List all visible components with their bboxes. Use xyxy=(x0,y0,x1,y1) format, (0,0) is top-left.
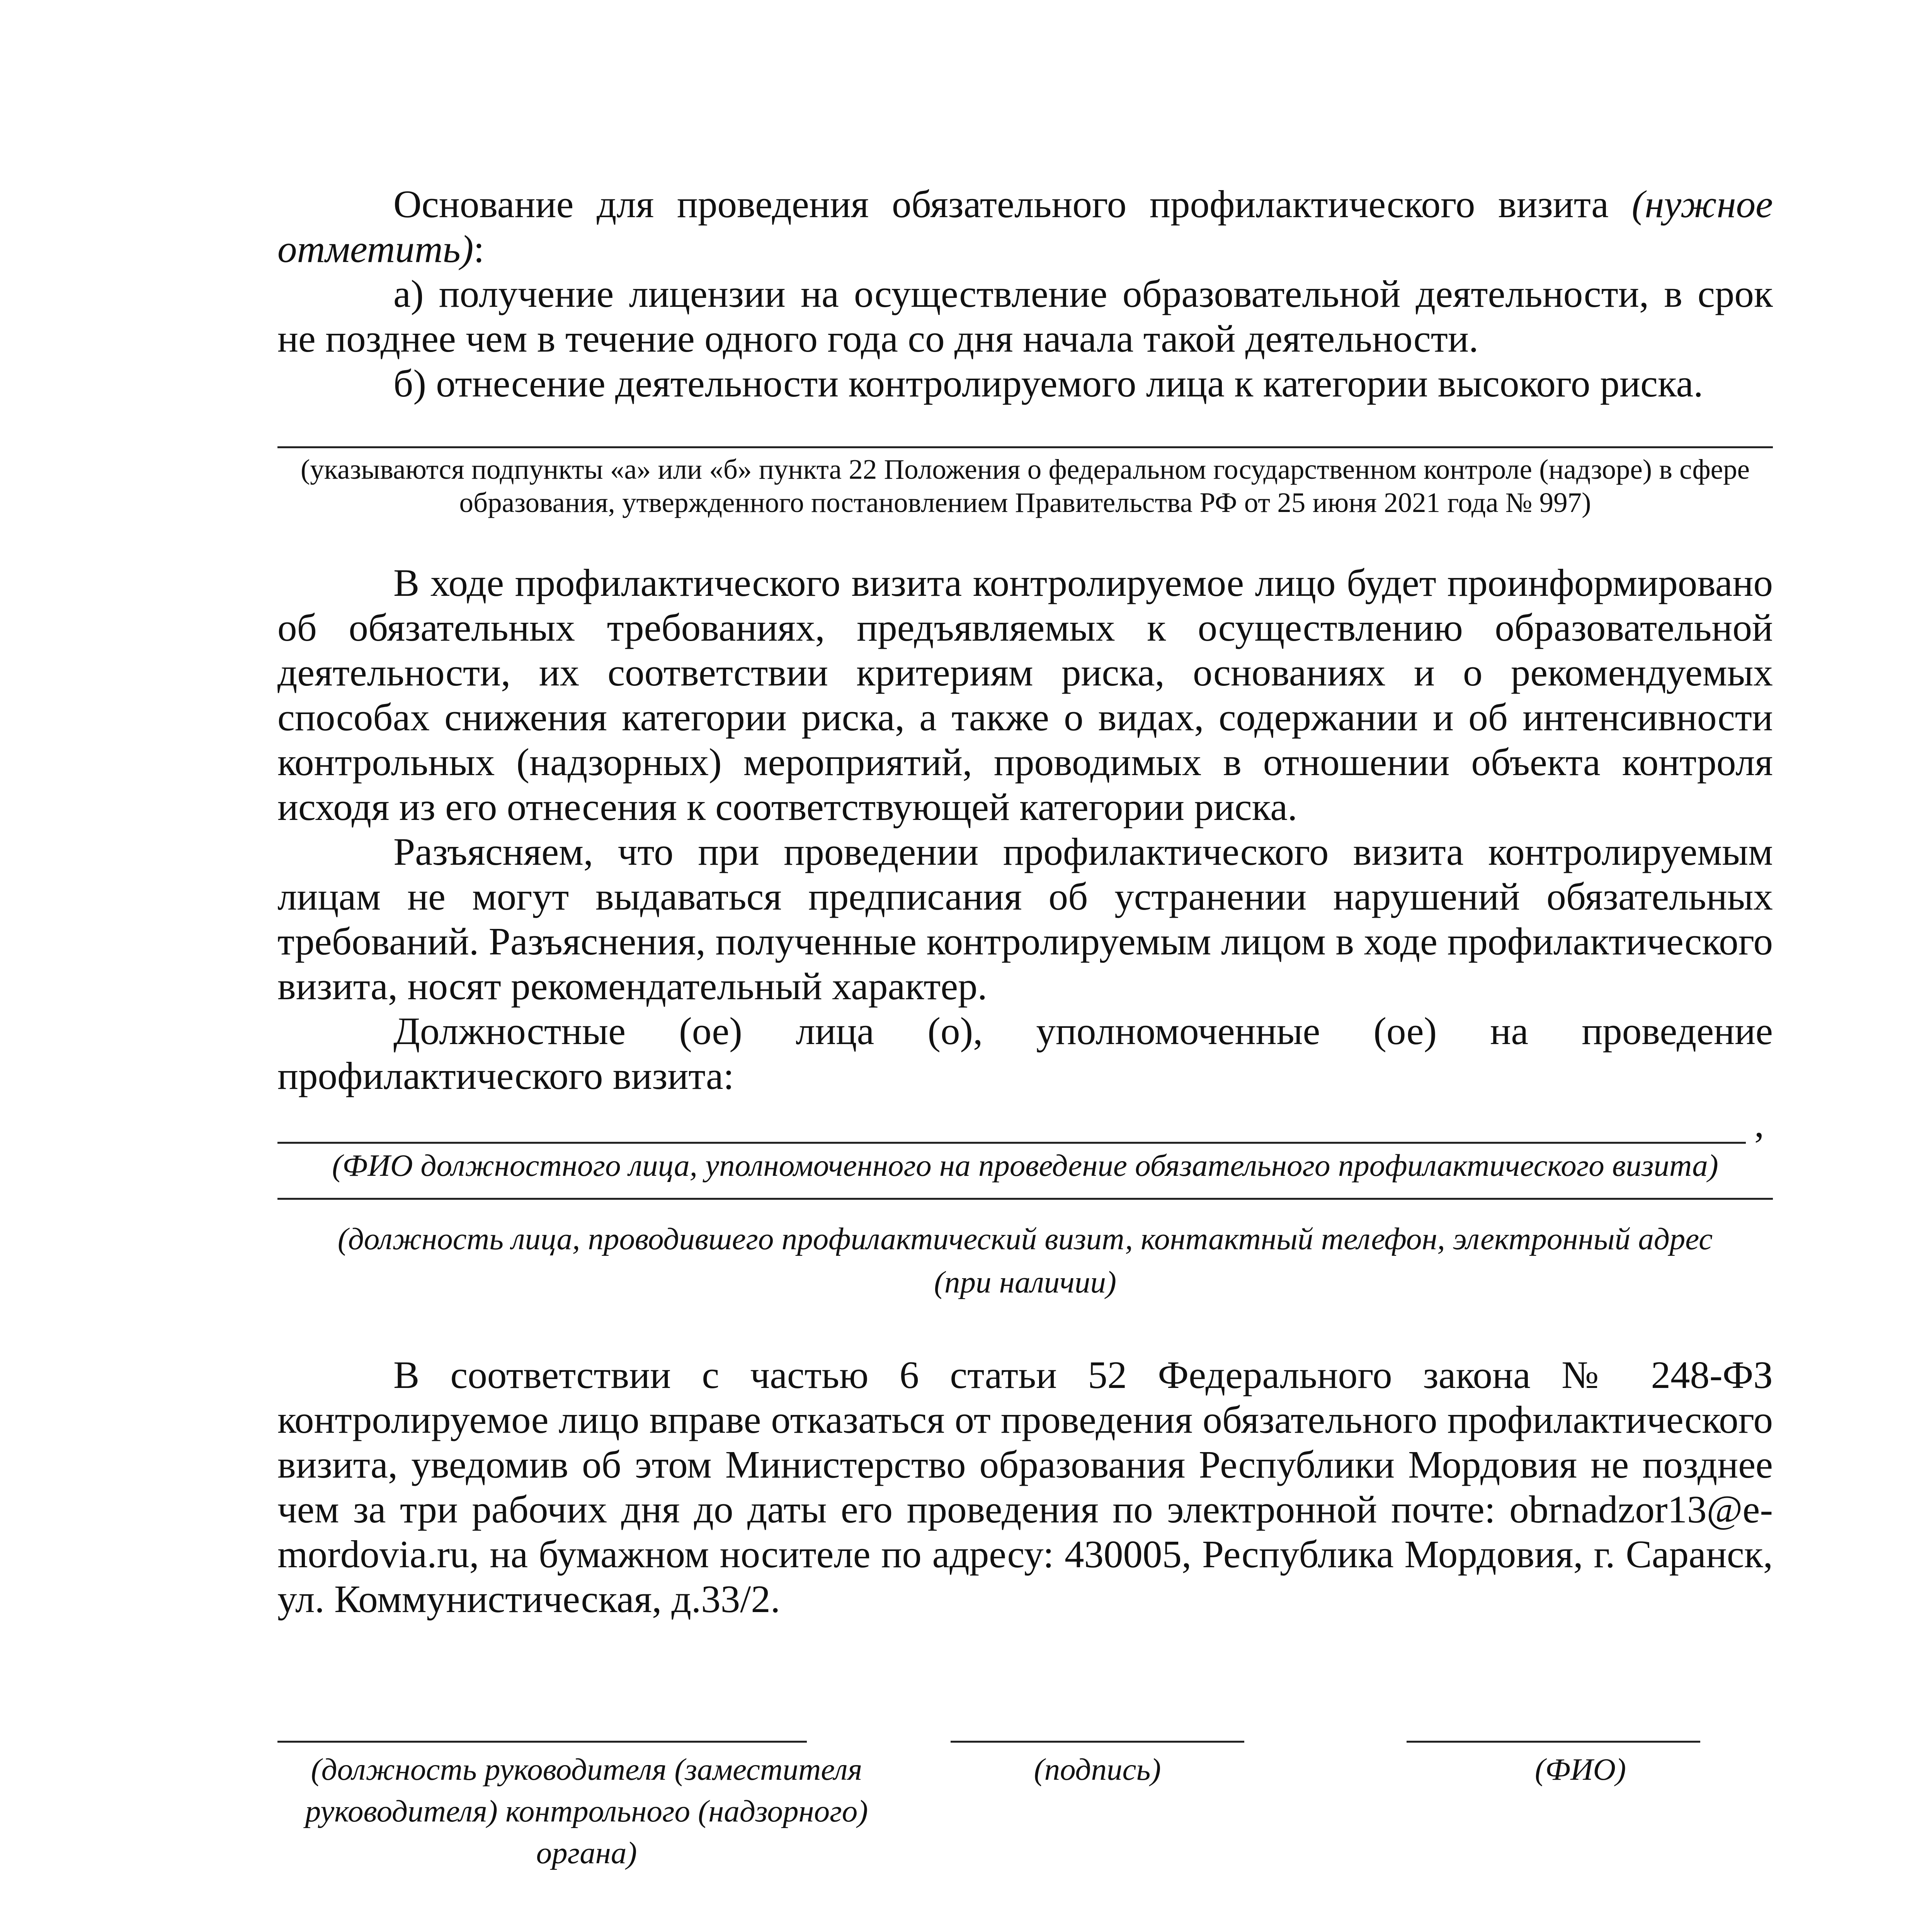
refusal-paragraph: В соответствии с частью 6 статьи 52 Федерального закона № 248-ФЗ контролируемое лицо вправе отказаться от проведения обязательного профилактического визита, уведомив об этом Министерство образования Республики Мордовия не позднее чем за три рабочих дня до даты его проведения по электронной почте: obrnadzor13@e-mordovia.ru, на бумажном носителе по адресу: 430005, Республика Мордовия, г. Саранск, ул. Коммунистическая, д.33/2. xyxy=(277,1353,1773,1621)
basis-note: (указываются подпункты «а» или «б» пункта 22 Положения о федеральном государственном контроле (надзоре) в сфере образования, утвержденного постановлением Правительства РФ от 25 июня 2021 года № 997) xyxy=(301,454,1750,518)
basis-intro-colon: : xyxy=(473,227,485,270)
basis-option-a: а) получение лицензии на осуществление образовательной деятельности, в срок не позднее чем в течение одного года со дня начала такой деятельности. xyxy=(277,272,1773,360)
body-paragraph-2: Разъясняем, что при проведении профилактического визита контролируемым лицам не могут выдаваться предписания об устранении нарушений обязательных требований. Разъяснения, полученные контролируемым лицом в ходе профилактического визита, носят рекомендательный характер. xyxy=(277,830,1773,1008)
basis-section xyxy=(277,182,1773,406)
official-position-note-block xyxy=(277,1217,1773,1304)
basis-intro-text: Основание для проведения обязательного профилактического визита xyxy=(393,182,1632,226)
basis-intro-italic: (нужное отметить) xyxy=(277,182,1773,270)
signature-position-label: (должность руководителя (заместителя руководителя) контрольного (надзорного) органа) xyxy=(305,1752,868,1870)
official-position-note: (должность лица, проводившего профилактический визит, контактный телефон, электронный адрес (при наличии) xyxy=(337,1221,1713,1299)
signature-sign-label: (подпись) xyxy=(1034,1752,1161,1787)
official-fio-comma: , xyxy=(1754,1102,1764,1145)
basis-note-block xyxy=(277,453,1773,519)
signature-sign-line xyxy=(951,1741,1244,1743)
body-paragraph-1: В ходе профилактического визита контролируемое лицо будет проинформировано об обязательных требованиях, предъявляемых к осуществлению образовательной деятельности, их соответствии критериям риска, основаниях и о рекомендуемых способах снижения категории риска, а также о видах, содержании и об интенсивности контрольных (надзорных) мероприятий, проводимых в отношении объекта контроля исходя из его отнесения к соответствующей категории риска. xyxy=(277,561,1773,828)
refusal-section xyxy=(277,1352,1773,1621)
body-section xyxy=(277,560,1773,1098)
official-fio-note: (ФИО должностного лица, уполномоченного на проведение обязательного профилактического визита) xyxy=(332,1148,1718,1183)
signature-fio-line xyxy=(1407,1741,1700,1743)
signature-position-line xyxy=(277,1741,807,1743)
basis-option-b: б) отнесение деятельности контролируемого лица к категории высокого риска. xyxy=(393,362,1703,405)
signature-fio-label: (ФИО) xyxy=(1534,1752,1626,1787)
official-fio-note-block xyxy=(277,1144,1773,1187)
body-paragraph-3: Должностные (ое) лица (о), уполномоченные (ое) на проведение профилактического визита: xyxy=(277,1009,1773,1097)
official-position-line xyxy=(277,1198,1773,1200)
basis-intro xyxy=(277,182,1773,271)
basis-fill-line xyxy=(277,446,1773,448)
